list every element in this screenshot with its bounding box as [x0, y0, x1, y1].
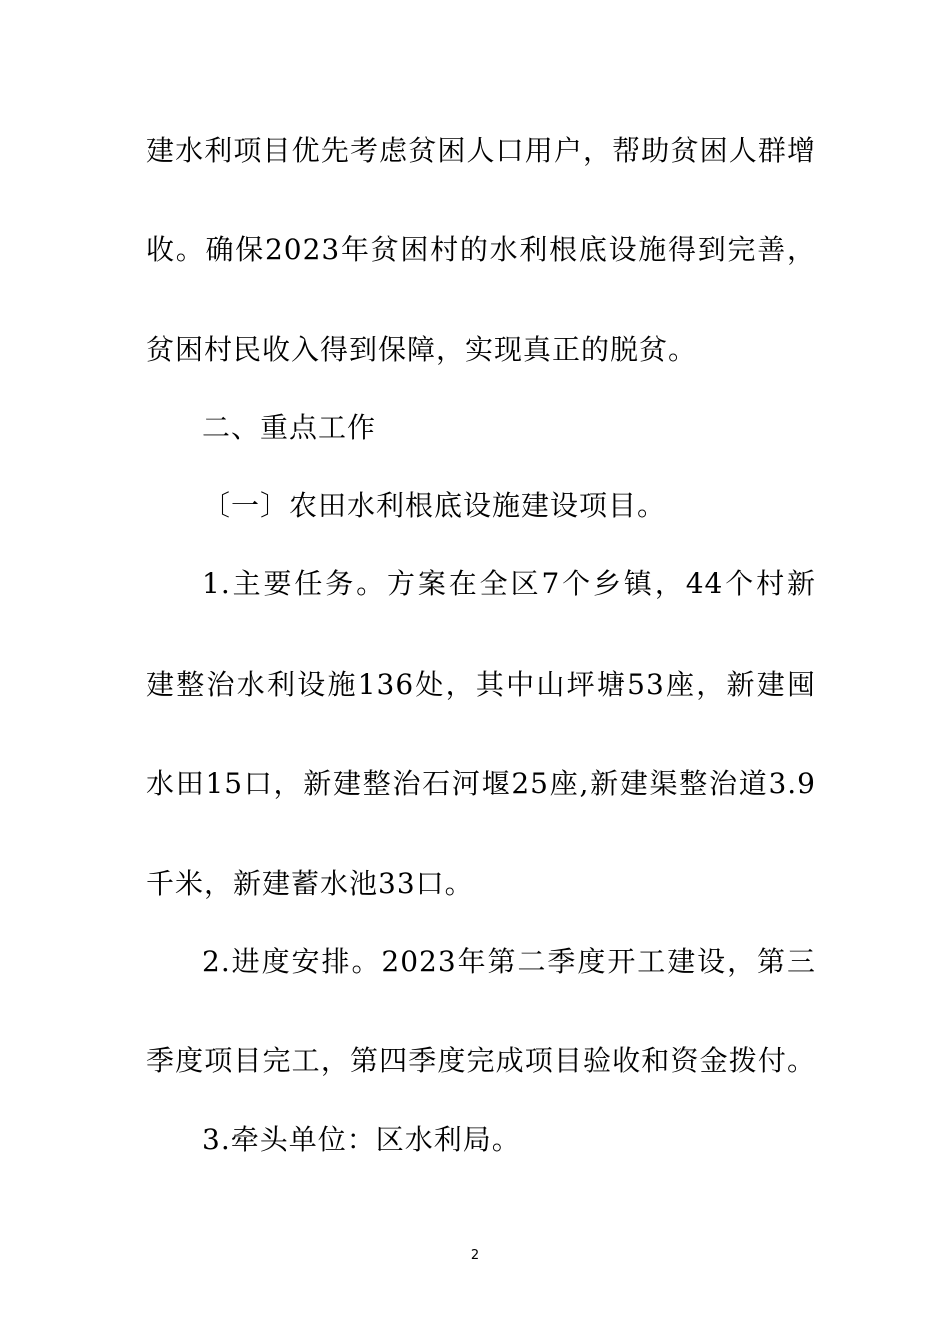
body-line-10: 2.进度安排。2023年第二季度开工建设，第三	[202, 945, 816, 978]
body-line-7: 建整治水利设施136处，其中山坪塘53座，新建囤	[146, 668, 816, 701]
body-line-11: 季度项目完工，第四季度完成项目验收和资金拨付。	[146, 1044, 816, 1077]
body-line-12: 3.牵头单位：区水利局。	[202, 1123, 521, 1156]
body-line-8: 水田15口，新建整治石河堰25座,新建渠整治道3.9	[146, 767, 816, 800]
body-line-9: 千米，新建蓄水池33口。	[146, 867, 474, 900]
body-line-6: 1.主要任务。方案在全区7个乡镇，44个村新	[202, 567, 816, 600]
page-number: 2	[470, 1248, 480, 1263]
body-line-2: 收。确保2023年贫困村的水利根底设施得到完善，	[146, 233, 816, 266]
body-line-1: 建水利项目优先考虑贫困人口用户，帮助贫困人群增	[146, 134, 816, 167]
body-line-3: 贫困村民收入得到保障，实现真正的脱贫。	[146, 333, 698, 366]
subsection-heading: 〔一〕农田水利根底设施建设项目。	[202, 489, 667, 522]
section-heading: 二、重点工作	[202, 411, 377, 444]
